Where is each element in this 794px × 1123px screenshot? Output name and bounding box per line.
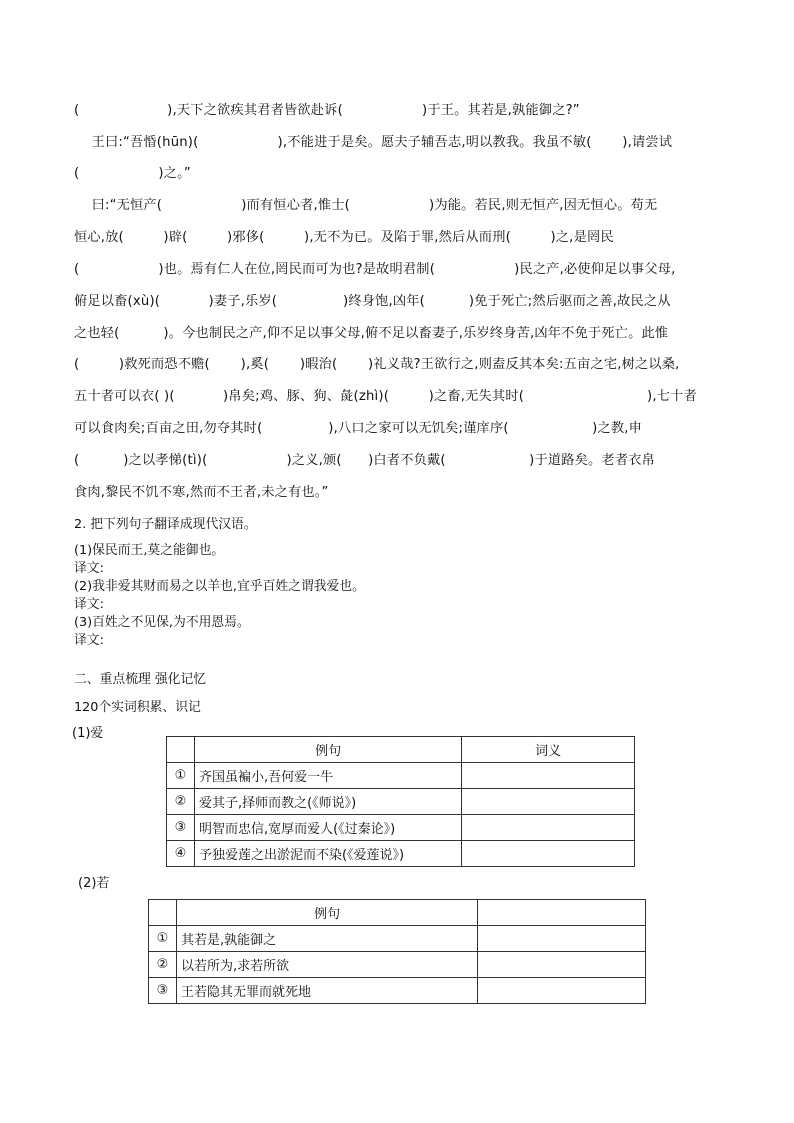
row-number: ②	[149, 952, 177, 978]
table-header-cell: 例句	[176, 900, 477, 926]
translation-sentence: (1)保民而王,莫之能御也。	[74, 543, 225, 558]
passage-line: 之也轻( )。今也制民之产,仰不足以事父母,俯不足以畜妻子,乐岁终身苦,凶年不免于死亡。此惟	[74, 326, 669, 341]
passage-line: 俯足以畜(xù)( )妻子,乐岁( )终身饱,凶年( )免于死亡;然后驱而之善,故民之从	[74, 294, 671, 309]
meaning-cell[interactable]	[478, 926, 646, 952]
table-header-row	[167, 737, 635, 763]
translation-sentence: (3)百姓之不见保,为不用恩焉。	[74, 615, 250, 630]
table-row	[149, 978, 646, 1004]
table-header-cell: 例句	[194, 737, 461, 763]
translation-answer-label: 译文:	[74, 561, 104, 576]
meaning-cell[interactable]	[478, 978, 646, 1004]
meaning-cell[interactable]	[462, 815, 635, 841]
meaning-cell[interactable]	[462, 763, 635, 789]
table-ruo	[148, 899, 646, 1004]
example-cell: 王若隐其无罪而就死地	[176, 978, 477, 1004]
translation-answer-label: 译文:	[74, 597, 104, 612]
meaning-cell[interactable]	[462, 789, 635, 815]
table-row	[149, 926, 646, 952]
row-number: ③	[149, 978, 177, 1004]
row-number: ④	[167, 841, 195, 867]
example-cell: 予独爱莲之出淤泥而不染(《爱莲说》)	[194, 841, 461, 867]
translation-instruction: 2. 把下列句子翻译成现代汉语。	[74, 517, 257, 532]
table-header-cell	[167, 737, 195, 763]
table-header-cell	[478, 900, 646, 926]
passage-line: 曰:“无恒产( )而有恒心者,惟士( )为能。若民,则无恒产,因无恒心。苟无	[74, 198, 658, 213]
passage-line: ( )也。焉有仁人在位,罔民而可为也?是故明君制( )民之产,必使仰足以事父母,	[74, 262, 676, 277]
table-ruo-label: (2)若	[78, 876, 110, 891]
row-number: ③	[167, 815, 195, 841]
row-number: ②	[167, 789, 195, 815]
passage-line: 王曰:“吾惛(hūn)( ),不能进于是矣。愿夫子辅吾志,明以教我。我虽不敏( ),请尝试	[74, 135, 673, 150]
row-number: ①	[149, 926, 177, 952]
meaning-cell[interactable]	[478, 952, 646, 978]
row-number: ①	[167, 763, 195, 789]
passage-line: ( )救死而恐不赡( ),奚( )暇治( )礼义哉?王欲行之,则盍反其本矣:五亩之宅,树之以桑,	[74, 357, 680, 372]
translation-sentence: (2)我非爱其财而易之以羊也,宜乎百姓之谓我爱也。	[74, 579, 365, 594]
table-header-row	[149, 900, 646, 926]
example-cell: 以若所为,求若所欲	[176, 952, 477, 978]
passage-line: ( )之。”	[74, 166, 191, 181]
example-cell: 齐国虽褊小,吾何爱一牛	[194, 763, 461, 789]
passage-line: 可以食肉矣;百亩之田,勿夺其时( ),八口之家可以无饥矣;谨庠序( )之教,申	[74, 421, 643, 436]
table-row	[149, 952, 646, 978]
meaning-cell[interactable]	[462, 841, 635, 867]
table-row	[167, 815, 635, 841]
table-ai	[166, 736, 635, 867]
table-row	[167, 841, 635, 867]
section-title: 二、重点梳理 强化记忆	[74, 672, 207, 687]
translation-answer-label: 译文:	[74, 633, 104, 648]
passage-line: 恒心,放( )辟( )邪侈( ),无不为已。及陷于罪,然后从而刑( )之,是罔民	[74, 230, 614, 245]
example-cell: 其若是,孰能御之	[176, 926, 477, 952]
table-header-cell: 词义	[462, 737, 635, 763]
table-row	[167, 763, 635, 789]
section-subtitle: 120个实词积累、识记	[74, 700, 201, 715]
table-ai-label: (1)爱	[72, 726, 104, 741]
example-cell: 明智而忠信,宽厚而爱人(《过秦论》)	[194, 815, 461, 841]
table-header-cell	[149, 900, 177, 926]
passage-line: ( ),天下之欲疾其君者皆欲赴诉( )于王。其若是,孰能御之?”	[74, 103, 580, 118]
passage-line: 五十者可以衣( )( )帛矣;鸡、豚、狗、彘(zhì)( )之畜,无失其时( ),七十者	[74, 389, 697, 404]
table-row	[167, 789, 635, 815]
passage-line: 食肉,黎民不饥不寒,然而不王者,未之有也。”	[74, 485, 329, 500]
example-cell: 爱其子,择师而教之(《师说》)	[194, 789, 461, 815]
passage-line: ( )之以孝悌(tì)( )之义,颁( )白者不负戴( )于道路矣。老者衣帛	[74, 453, 655, 468]
